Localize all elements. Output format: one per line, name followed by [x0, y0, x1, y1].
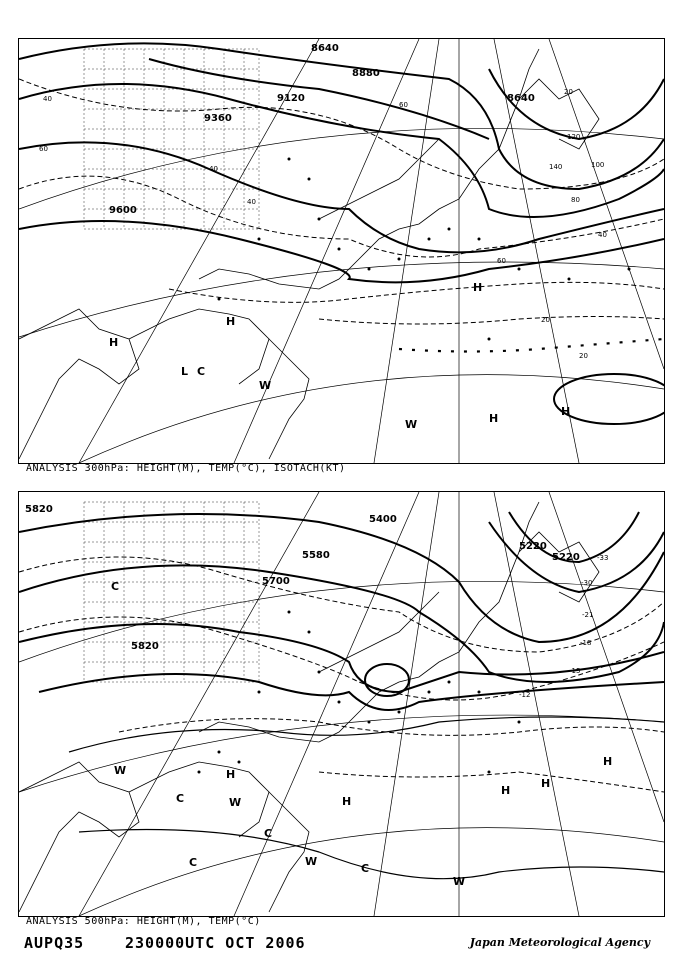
- temperature-label: -21: [582, 611, 594, 619]
- height-label: 9360: [204, 113, 232, 124]
- system-mark: W: [405, 418, 418, 431]
- system-mark: W: [229, 796, 242, 809]
- system-mark: W: [259, 379, 272, 392]
- height-contours: [19, 512, 664, 879]
- isotach-label: 40: [247, 198, 256, 206]
- isotach-label: 40: [598, 231, 607, 239]
- temperature-label: -15: [569, 667, 581, 675]
- system-mark: C: [264, 827, 273, 840]
- isotach-label: 20: [541, 316, 550, 324]
- system-mark: H: [226, 315, 236, 328]
- map-panel-500hpa: [18, 491, 665, 917]
- system-mark: H: [109, 336, 119, 349]
- height-label: 5580: [302, 550, 330, 561]
- system-mark: L: [181, 365, 189, 378]
- isotach-label: 100: [591, 161, 605, 169]
- system-mark: W: [114, 764, 127, 777]
- height-label: 5220: [552, 552, 580, 563]
- height-label: 8640: [507, 93, 535, 104]
- height-contours: [19, 43, 664, 424]
- isotach-label: 40: [209, 165, 218, 173]
- caption-300hpa: ANALYSIS 300hPa: HEIGHT(M), TEMP(°C), ISOTACH(KT): [26, 463, 346, 474]
- system-mark: C: [361, 862, 370, 875]
- map-300hpa: [19, 39, 664, 463]
- map-500hpa: [19, 492, 664, 916]
- station-plots: [198, 611, 521, 774]
- system-mark: H: [226, 768, 236, 781]
- graticule: [19, 39, 664, 463]
- isotach-label: 40: [43, 95, 52, 103]
- coastline: [19, 49, 599, 459]
- agency-name: Japan Meteorological Agency: [469, 936, 650, 949]
- system-mark: W: [305, 855, 318, 868]
- height-label: 5820: [131, 641, 159, 652]
- height-label: 5820: [25, 504, 53, 515]
- height-label: 5220: [519, 541, 547, 552]
- system-mark: C: [197, 365, 206, 378]
- system-mark: C: [111, 580, 120, 593]
- system-mark: C: [176, 792, 185, 805]
- isotach-label: 140: [549, 163, 563, 171]
- system-mark: H: [561, 405, 571, 418]
- isotach-label: 20: [564, 88, 573, 96]
- coastline: [19, 502, 599, 912]
- system-mark: H: [489, 412, 499, 425]
- height-label: 5700: [262, 576, 290, 587]
- temperature-label: -33: [597, 554, 609, 562]
- isotach-label: 60: [497, 257, 506, 265]
- height-label: 8640: [311, 43, 339, 54]
- system-mark: C: [189, 856, 198, 869]
- temperature-label: -30: [581, 579, 593, 587]
- isotach-label: 60: [399, 101, 408, 109]
- system-mark: W: [453, 875, 466, 888]
- system-mark: H: [473, 281, 483, 294]
- system-mark: H: [342, 795, 352, 808]
- isotach-label: 120: [567, 133, 581, 141]
- terrain-hatch: [84, 49, 259, 229]
- system-mark: H: [541, 777, 551, 790]
- height-label: 8880: [352, 68, 380, 79]
- system-mark: H: [603, 755, 613, 768]
- temperature-label: -18: [580, 639, 592, 647]
- height-label: 9600: [109, 205, 137, 216]
- map-panel-300hpa: [18, 38, 665, 464]
- height-label: 5400: [369, 514, 397, 525]
- height-label: 9120: [277, 93, 305, 104]
- isotach-label: 80: [571, 196, 580, 204]
- caption-500hpa: ANALYSIS 500hPa: HEIGHT(M), TEMP(°C): [26, 916, 261, 927]
- isotach-label: 60: [39, 145, 48, 153]
- analysis-time: 230000UTC OCT 2006: [125, 934, 306, 952]
- system-mark: H: [501, 784, 511, 797]
- chart-code: AUPQ35: [24, 934, 85, 952]
- temperature-label: -12: [519, 691, 531, 699]
- isotach-label: 20: [579, 352, 588, 360]
